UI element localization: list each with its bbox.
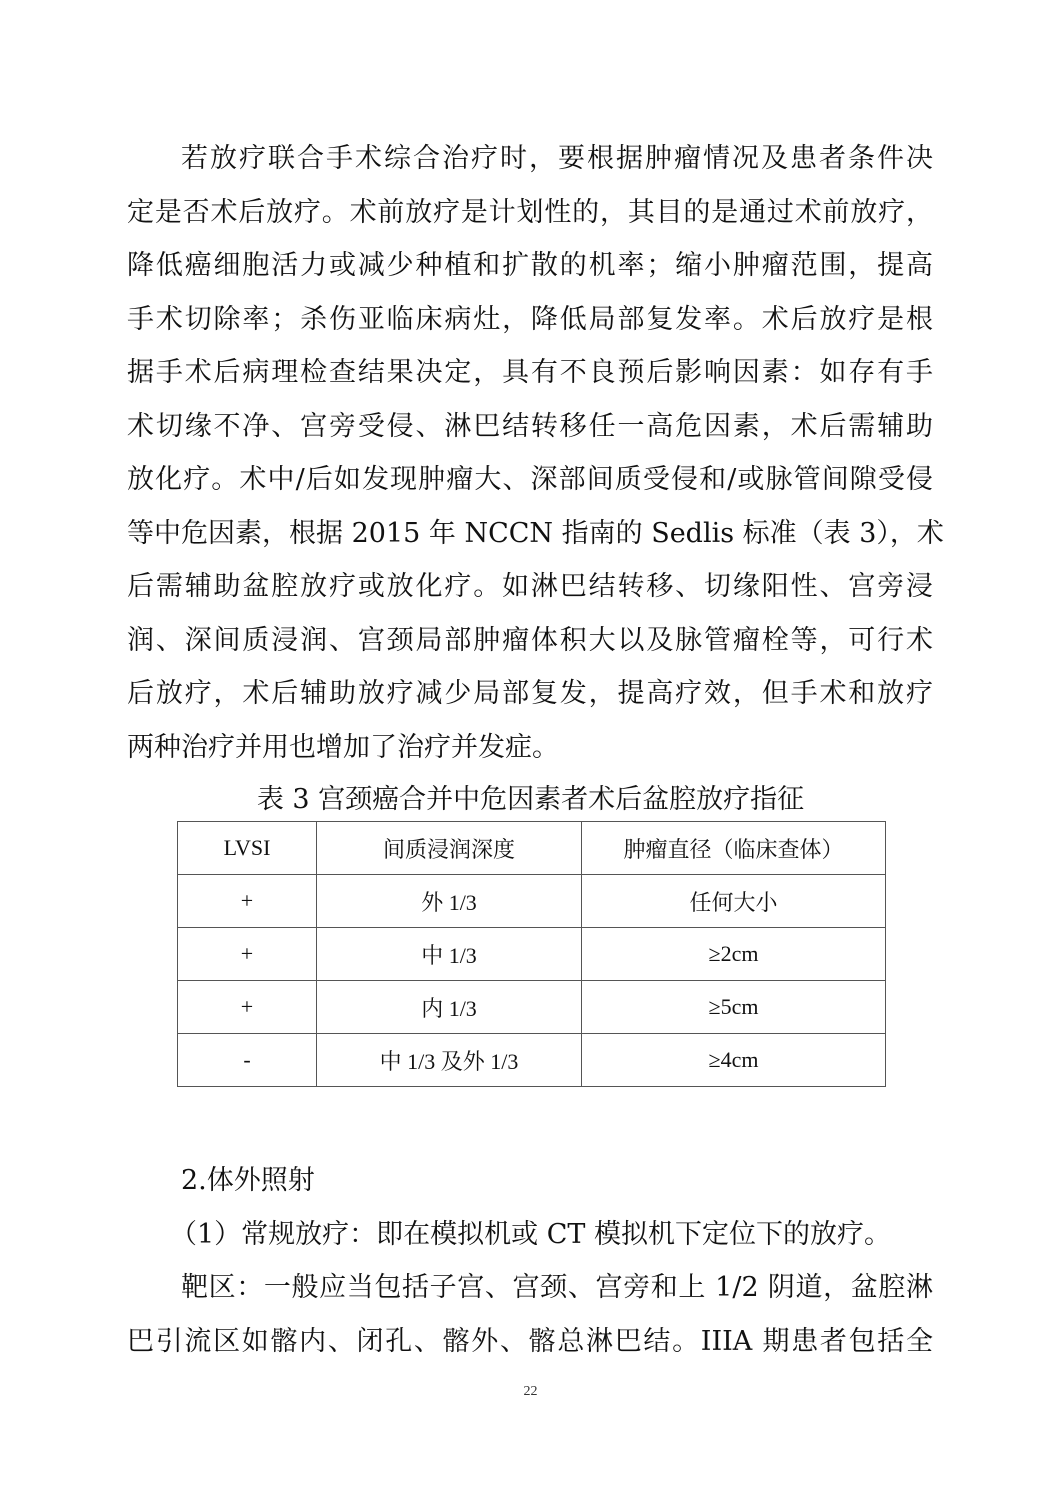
paragraph-line: 巴引流区如髂内、闭孔、髂外、髂总淋巴结。IIIA 期患者包括全 bbox=[127, 1326, 933, 1357]
cell-lvsi: + bbox=[178, 928, 317, 981]
table-header-row bbox=[178, 822, 886, 875]
paragraph-line: 据手术后病理检查结果决定，具有不良预后影响因素：如存有手 bbox=[127, 357, 933, 388]
cell-lvsi: - bbox=[178, 1034, 317, 1087]
paragraph-line: 等中危因素，根据 2015 年 NCCN 指南的 Sedlis 标准（表 3），术 bbox=[127, 518, 944, 549]
paragraph-line: 两种治疗并用也增加了治疗并发症。 bbox=[127, 732, 559, 763]
risk-factor-table bbox=[177, 821, 886, 1087]
cell-lvsi: + bbox=[178, 981, 317, 1034]
table-caption: 表 3 宫颈癌合并中危因素者术后盆腔放疗指征 bbox=[256, 784, 805, 815]
paragraph-line: 若放疗联合手术综合治疗时，要根据肿瘤情况及患者条件决 bbox=[181, 143, 933, 174]
paragraph-line: 靶区：一般应当包括子宫、宫颈、宫旁和上 1/2 阴道，盆腔淋 bbox=[181, 1272, 933, 1303]
table-row bbox=[178, 1034, 886, 1087]
cell-tumor-diameter: ≥5cm bbox=[582, 981, 886, 1034]
cell-invasion-depth: 中 1/3 及外 1/3 bbox=[317, 1034, 582, 1087]
subsection-line: （1）常规放疗：即在模拟机或 CT 模拟机下定位下的放疗。 bbox=[170, 1219, 892, 1250]
table-row bbox=[178, 875, 886, 928]
header-tumor-diameter: 肿瘤直径（临床查体） bbox=[582, 822, 886, 875]
cell-lvsi: + bbox=[178, 875, 317, 928]
paragraph-line: 后放疗，术后辅助放疗减少局部复发，提高疗效，但手术和放疗 bbox=[127, 678, 933, 709]
table-row bbox=[178, 928, 886, 981]
paragraph-line: 润、深间质浸润、宫颈局部肿瘤体积大以及脉管瘤栓等，可行术 bbox=[127, 625, 933, 656]
cell-tumor-diameter: ≥2cm bbox=[582, 928, 886, 981]
paragraph-line: 放化疗。术中/后如发现肿瘤大、深部间质受侵和/或脉管间隙受侵 bbox=[127, 464, 933, 495]
page-number: 22 bbox=[523, 1384, 538, 1399]
paragraph-line: 后需辅助盆腔放疗或放化疗。如淋巴结转移、切缘阳性、宫旁浸 bbox=[127, 571, 933, 602]
table-row bbox=[178, 981, 886, 1034]
cell-invasion-depth: 中 1/3 bbox=[317, 928, 582, 981]
cell-tumor-diameter: ≥4cm bbox=[582, 1034, 886, 1087]
cell-tumor-diameter: 任何大小 bbox=[582, 875, 886, 928]
paragraph-line: 术切缘不净、宫旁受侵、淋巴结转移任一高危因素，术后需辅助 bbox=[127, 411, 933, 442]
header-lvsi: LVSI bbox=[178, 822, 317, 875]
paragraph-line: 手术切除率；杀伤亚临床病灶，降低局部复发率。术后放疗是根 bbox=[127, 304, 933, 335]
header-stromal-invasion-depth: 间质浸润深度 bbox=[317, 822, 582, 875]
paragraph-line: 降低癌细胞活力或减少种植和扩散的机率；缩小肿瘤范围，提高 bbox=[127, 250, 933, 281]
cell-invasion-depth: 内 1/3 bbox=[317, 981, 582, 1034]
cell-invasion-depth: 外 1/3 bbox=[317, 875, 582, 928]
paragraph-line: 定是否术后放疗。术前放疗是计划性的，其目的是通过术前放疗， bbox=[127, 197, 933, 228]
section-heading: 2.体外照射 bbox=[181, 1165, 315, 1196]
